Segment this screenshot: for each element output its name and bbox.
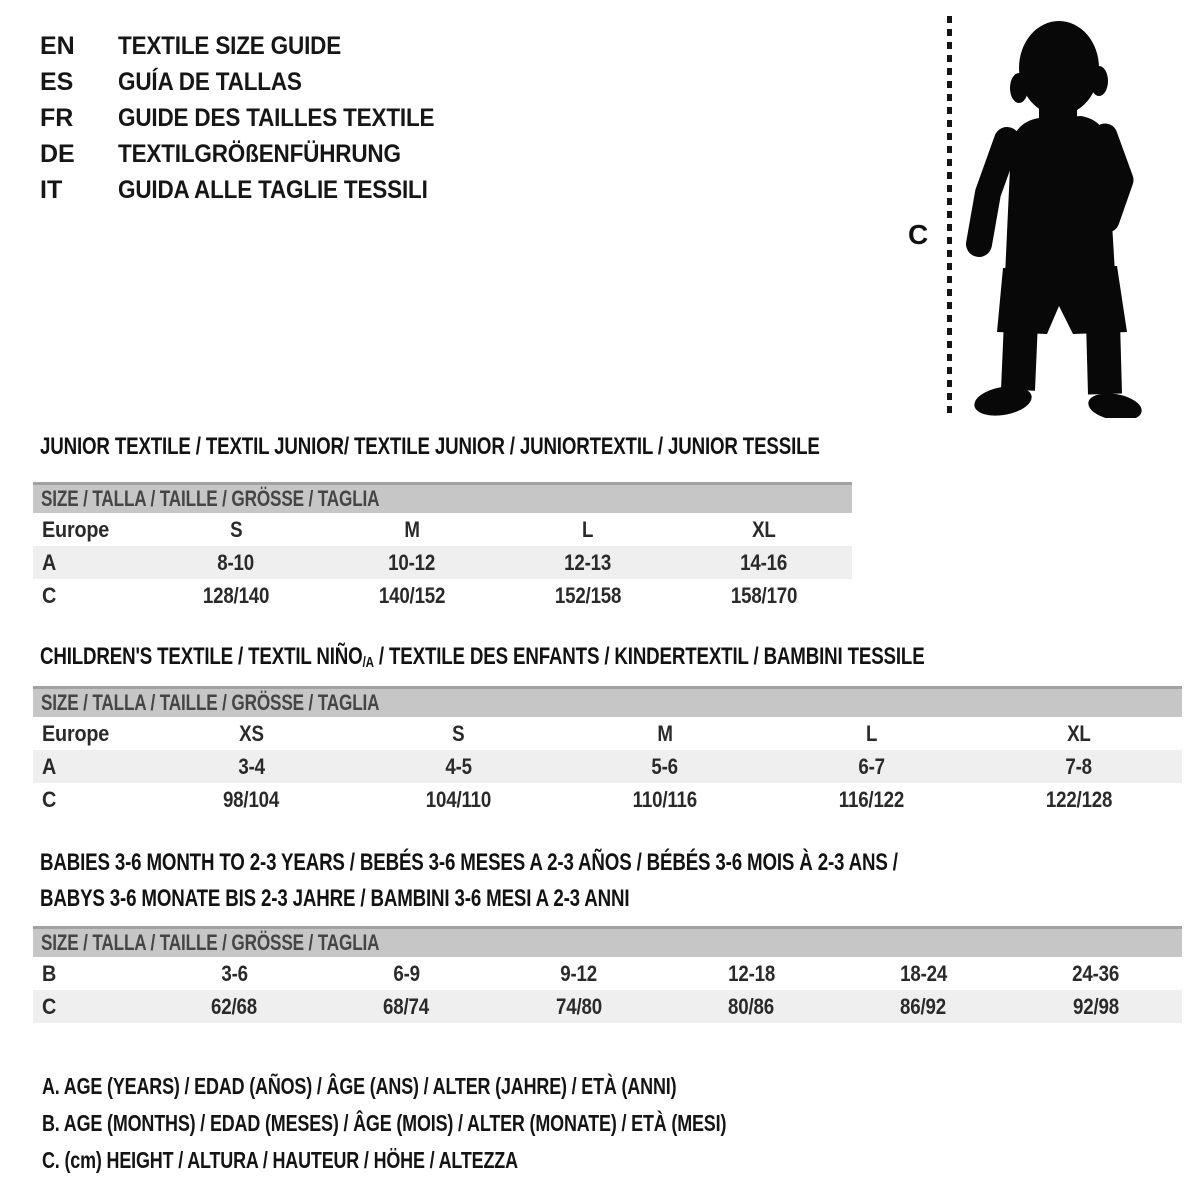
toddler-silhouette-icon — [955, 18, 1150, 418]
height-cell: 122/128 — [1045, 787, 1112, 812]
height-cell: 92/98 — [1072, 994, 1119, 1019]
section-heading-babies: BABIES 3-6 MONTH TO 2-3 YEARS / BEBÉS 3-6 MESES A 2-3 AÑOS / BÉBÉS 3-6 MOIS À 2-3 ANS / BABYS 3-6 MONATE BIS 2-3 JAHRE / BAMBINI 3-6 MESI A 2-3 ANNI — [40, 849, 898, 912]
age-cell: 3-4 — [238, 754, 265, 779]
height-cell: 68/74 — [383, 994, 430, 1019]
height-cell: 86/92 — [900, 994, 947, 1019]
language-code: IT — [40, 176, 63, 204]
language-code: FR — [40, 104, 74, 132]
table-row-height — [33, 990, 1182, 1023]
language-row-it — [40, 172, 470, 208]
size-cell: XS — [239, 721, 264, 746]
table-row-europe — [33, 513, 852, 546]
language-row-fr — [40, 100, 470, 136]
size-cell: L — [582, 517, 594, 542]
size-cell: XL — [752, 517, 776, 542]
legend-line-c: C. (cm) HEIGHT / ALTURA / HAUTEUR / HÖHE / ALTEZZA — [42, 1147, 518, 1173]
language-label: GUIDE DES TAILLES TEXTILE — [118, 104, 435, 132]
height-measure-label: C — [908, 219, 929, 250]
height-cell: 98/104 — [223, 787, 280, 812]
height-cell: 110/116 — [632, 787, 698, 812]
table-header-bar: SIZE / TALLA / TAILLE / GRÖSSE / TAGLIA — [33, 686, 1182, 717]
age-cell: 24-36 — [1072, 961, 1120, 986]
age-cell: 10-12 — [388, 550, 436, 575]
measurement-legend — [42, 1068, 919, 1179]
age-cell: 8-10 — [217, 550, 255, 575]
height-cell: 152/158 — [554, 583, 622, 608]
language-row-es — [40, 64, 470, 100]
row-label: A — [42, 550, 57, 575]
table-header-bar: SIZE / TALLA / TAILLE / GRÖSSE / TAGLIA — [33, 926, 1182, 957]
age-cell: 4-5 — [444, 754, 472, 779]
nino-a-subscript: /A — [362, 655, 374, 671]
row-label: B — [42, 961, 57, 986]
junior-size-table — [33, 482, 852, 612]
language-row-en — [40, 28, 470, 64]
height-cell: 104/110 — [425, 787, 491, 812]
age-cell: 6-7 — [858, 754, 886, 779]
size-cell: L — [866, 721, 878, 746]
language-label: GUÍA DE TALLAS — [118, 68, 302, 96]
legend-line-a: A. AGE (YEARS) / EDAD (AÑOS) / ÂGE (ANS) / ALTER (JAHRE) / ETÀ (ANNI) — [42, 1073, 677, 1099]
table-row-age — [33, 750, 1182, 783]
table-row-height — [33, 783, 1182, 816]
section-heading-junior: JUNIOR TEXTILE / TEXTIL JUNIOR/ TEXTILE JUNIOR / JUNIORTEXTIL / JUNIOR TESSILE — [40, 433, 820, 460]
children-size-table — [33, 686, 1182, 816]
row-label: C — [42, 787, 57, 812]
legend-line-b: B. AGE (MONTHS) / EDAD (MESES) / ÂGE (MOIS) / ALTER (MONATE) / ETÀ (MESI) — [42, 1110, 727, 1136]
height-cell: 128/140 — [202, 583, 270, 608]
language-title-list — [40, 28, 470, 208]
height-cell: 62/68 — [211, 994, 258, 1019]
table-row-age — [33, 546, 852, 579]
age-cell: 12-18 — [727, 961, 775, 986]
height-cell: 80/86 — [728, 994, 775, 1019]
table-row-europe — [33, 717, 1182, 750]
size-cell: S — [229, 517, 243, 542]
row-label: Europe — [42, 517, 110, 542]
language-code: EN — [40, 32, 75, 60]
age-cell: 9-12 — [560, 961, 598, 986]
age-cell: 5-6 — [651, 754, 679, 779]
age-cell: 18-24 — [899, 961, 947, 986]
height-cell: 74/80 — [555, 994, 602, 1019]
age-cell: 14-16 — [740, 550, 788, 575]
table-row-age-months — [33, 957, 1182, 990]
language-label: TEXTILE SIZE GUIDE — [118, 32, 342, 60]
row-label: Europe — [42, 721, 110, 746]
language-row-de — [40, 136, 470, 172]
section-heading-children: CHILDREN'S TEXTILE / TEXTIL $NIÑO_{/A}$ / TEXTILE DES ENFANTS / KINDERTEXTIL / BAMBINI TESSILE — [40, 643, 925, 671]
row-label: A — [42, 754, 57, 779]
age-cell: 7-8 — [1065, 754, 1092, 779]
table-row-height — [33, 579, 852, 612]
age-cell: 3-6 — [220, 961, 248, 986]
height-cell: 158/170 — [730, 583, 798, 608]
size-cell: M — [404, 517, 420, 542]
height-cell: 140/152 — [378, 583, 446, 608]
size-cell: XL — [1066, 721, 1091, 746]
language-code: ES — [40, 68, 74, 96]
height-cell: 116/122 — [839, 787, 905, 812]
language-label: GUIDA ALLE TAGLIE TESSILI — [118, 176, 428, 204]
age-cell: 6-9 — [393, 961, 420, 986]
size-cell: M — [657, 721, 673, 746]
language-label: TEXTILGRÖßENFÜHRUNG — [118, 140, 401, 168]
size-cell: S — [452, 721, 465, 746]
babies-size-table — [33, 926, 1182, 1023]
row-label: C — [42, 583, 57, 608]
height-dashed-line — [947, 16, 952, 418]
age-cell: 12-13 — [564, 550, 612, 575]
language-code: DE — [40, 140, 75, 168]
row-label: C — [42, 994, 57, 1019]
table-header-bar: SIZE / TALLA / TAILLE / GRÖSSE / TAGLIA — [33, 482, 852, 513]
